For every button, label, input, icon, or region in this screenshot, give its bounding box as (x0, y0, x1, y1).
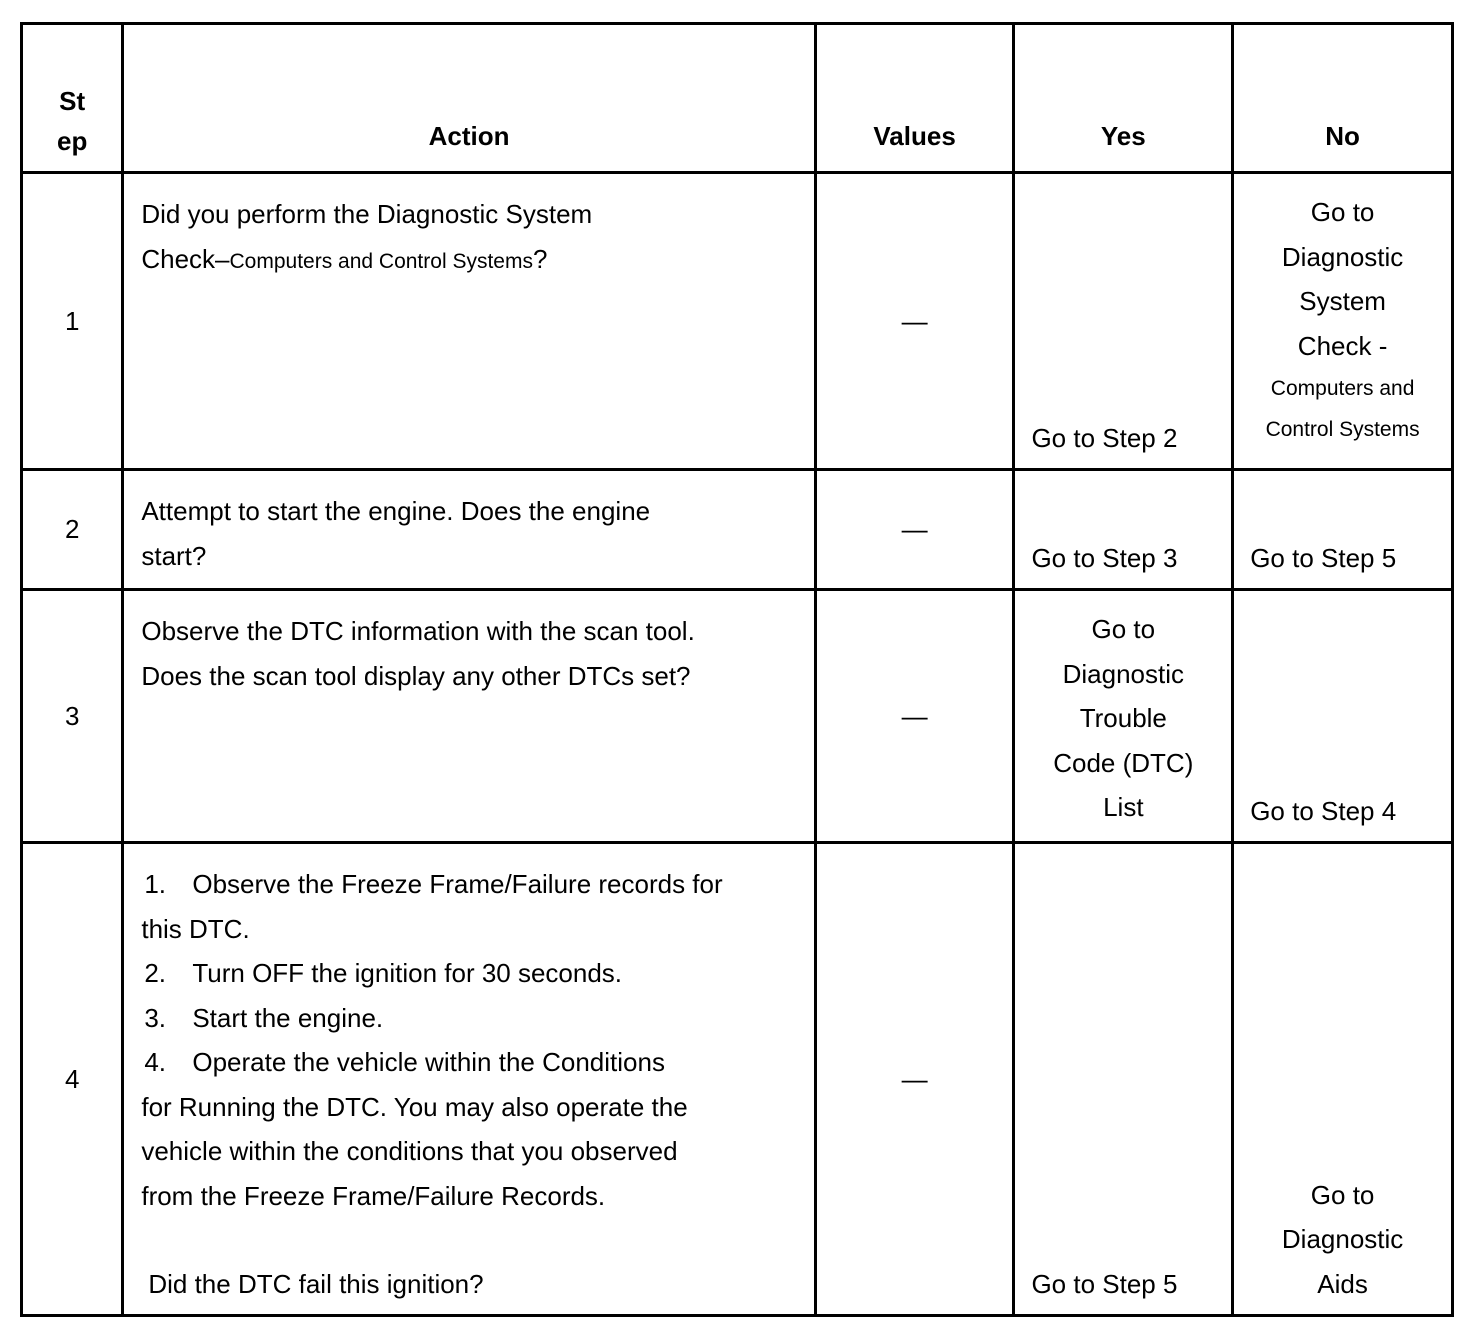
yes-cell (1014, 843, 1233, 1316)
step-number: 4 (22, 843, 123, 1316)
no-link[interactable]: Go to Step 5 (1250, 542, 1397, 573)
step-number: 2 (22, 470, 123, 590)
action-line: from the Freeze Frame/Failure Records. (141, 1180, 606, 1211)
table-row (22, 173, 1453, 470)
yes-line: Code (DTC) (1053, 747, 1194, 778)
no-cell (1233, 173, 1453, 470)
no-link[interactable]: Go to Step 4 (1250, 795, 1397, 826)
header-values (815, 24, 1014, 173)
action-line: Attempt to start the engine. Does the engine (141, 496, 651, 526)
action-line (141, 237, 813, 285)
step-number: 1 (22, 173, 123, 470)
action-text: ? (532, 243, 548, 274)
no-cell (1233, 843, 1453, 1316)
action-cell (123, 470, 815, 590)
header-step-line1: St (59, 86, 86, 116)
action-line: vehicle within the conditions that you observed (141, 1136, 678, 1166)
list-item (141, 1040, 813, 1085)
yes-link[interactable]: Go to Step 2 (1031, 422, 1178, 453)
yes-cell (1014, 470, 1233, 590)
action-cell (123, 843, 815, 1316)
list-item (141, 996, 813, 1041)
header-no-label: No (1325, 121, 1360, 151)
yes-cell (1014, 173, 1233, 470)
no-line-small: Control Systems (1265, 418, 1420, 441)
yes-line: List (1103, 792, 1144, 822)
values-cell: — (815, 470, 1014, 590)
no-line: Diagnostic (1281, 1224, 1404, 1254)
table-row (22, 843, 1453, 1316)
header-action-label: Action (428, 121, 510, 151)
yes-line: Trouble (1079, 703, 1167, 733)
list-item (141, 907, 813, 952)
list-item (141, 862, 813, 907)
diagnostic-table (20, 22, 1454, 1317)
header-step (22, 24, 123, 173)
no-line-small: Computers and (1270, 377, 1415, 400)
list-text: Observe the Freeze Frame/Failure records for (192, 869, 723, 899)
no-line: Check - (1297, 330, 1388, 361)
action-step-list (141, 862, 813, 1218)
action-cell (123, 173, 815, 470)
action-text: Check– (141, 243, 230, 274)
list-number: 3. (144, 1002, 167, 1033)
action-line: Does the scan tool display any other DTCs set? (141, 660, 691, 691)
no-line: Go to (1310, 197, 1375, 227)
list-text: Start the engine. (192, 1002, 384, 1033)
yes-link[interactable]: Go to Step 3 (1031, 542, 1178, 573)
values-cell: — (815, 590, 1014, 843)
header-action (123, 24, 815, 173)
list-text: Operate the vehicle within the Conditions (192, 1047, 665, 1077)
action-text-small: Computers and Control Systems (229, 249, 533, 273)
table-row (22, 470, 1453, 590)
yes-link[interactable]: Go to Step 5 (1031, 1268, 1178, 1299)
yes-cell (1014, 590, 1233, 843)
list-number: 2. (144, 958, 167, 988)
values-cell: — (815, 843, 1014, 1316)
no-cell (1233, 590, 1453, 843)
yes-line: Diagnostic (1062, 658, 1185, 689)
header-no (1233, 24, 1453, 173)
header-values-label: Values (873, 121, 956, 151)
table-row (22, 590, 1453, 843)
action-line: Did you perform the Diagnostic System (141, 199, 593, 229)
action-question: Did the DTC fail this ignition? (148, 1268, 484, 1299)
list-text: this DTC. (141, 913, 250, 944)
no-link[interactable] (1234, 1173, 1451, 1307)
header-row (22, 24, 1453, 173)
step-number: 3 (22, 590, 123, 843)
action-line: for Running the DTC. You may also operate the (141, 1091, 688, 1122)
no-cell (1233, 470, 1453, 590)
action-line: start? (141, 540, 207, 571)
values-cell: — (815, 173, 1014, 470)
no-link[interactable] (1234, 190, 1451, 450)
no-line: Aids (1317, 1268, 1368, 1299)
list-text: Turn OFF the ignition for 30 seconds. (192, 958, 623, 988)
no-line: System (1299, 286, 1386, 316)
list-number: 1. (144, 869, 167, 899)
list-number: 4. (144, 1047, 167, 1077)
no-line: Go to (1310, 1179, 1375, 1210)
list-item (141, 951, 813, 996)
header-yes-label: Yes (1100, 121, 1146, 151)
action-cell (123, 590, 815, 843)
header-yes (1014, 24, 1233, 173)
yes-link[interactable] (1015, 607, 1231, 830)
header-step-line2: ep (57, 126, 88, 156)
yes-line: Go to (1091, 614, 1156, 644)
no-line: Diagnostic (1281, 241, 1404, 272)
action-line: Observe the DTC information with the scan tool. (141, 616, 695, 646)
